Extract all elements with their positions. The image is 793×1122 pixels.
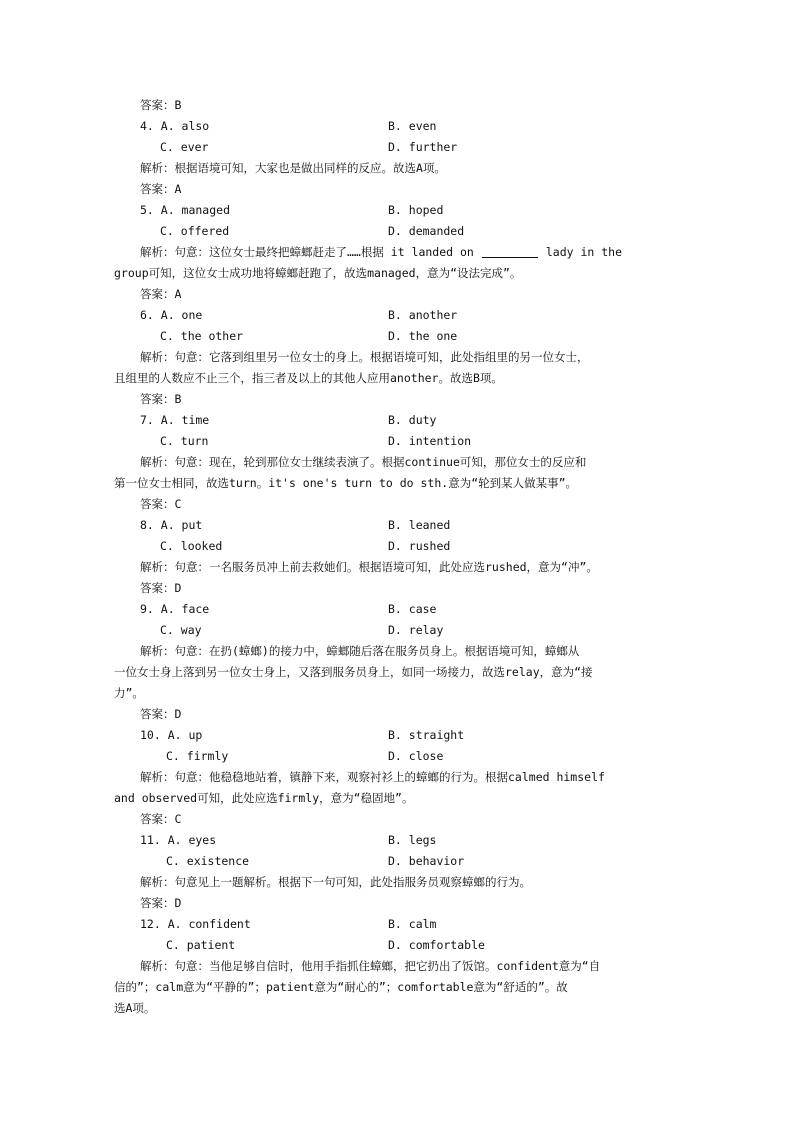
option-c: C. way [160, 623, 202, 637]
option-d: D. behavior [388, 854, 465, 868]
option-b: B. calm [388, 917, 437, 931]
answer-line: 答案：A [140, 182, 182, 196]
option-c: C. existence [166, 854, 250, 868]
option-c: C. looked [160, 539, 223, 553]
option-d: D. comfortable [388, 938, 485, 952]
option-b: B. straight [388, 728, 465, 742]
option-b: B. another [388, 308, 458, 322]
explanation-text: 解析：句意：这位女士最终把蟑螂赶走了……根据 it landed on [140, 245, 474, 259]
explanation-line: 解析：句意：现在，轮到那位女士继续表演了。根据continue可知，那位女士的反应和 [140, 455, 587, 469]
explanation-line [140, 242, 684, 263]
option-d: D. relay [388, 623, 444, 637]
option-d: D. demanded [388, 224, 465, 238]
options-row [114, 851, 684, 872]
option-c: C. turn [160, 434, 209, 448]
option-b: B. legs [388, 833, 437, 847]
options-row [114, 116, 684, 137]
blank-underline [482, 245, 538, 258]
option-a: 12. A. confident [140, 917, 251, 931]
option-b: B. case [388, 602, 437, 616]
options-row [114, 536, 684, 557]
option-b: B. hoped [388, 203, 444, 217]
option-b: B. leaned [388, 518, 451, 532]
options-row [114, 326, 684, 347]
explanation-line: 且组里的人数应不止三个，指三者及以上的其他人应用another。故选B项。 [114, 371, 503, 385]
option-a: 6. A. one [140, 308, 203, 322]
option-a: 9. A. face [140, 602, 210, 616]
option-c: C. the other [160, 329, 244, 343]
explanation-line: group可知，这位女士成功地将蟑螂赶跑了，故选managed，意为“设法完成”。 [114, 266, 522, 280]
answer-line: 答案：B [140, 392, 182, 406]
explanation-line: and observed可知，此处应选firmly，意为“稳固地”。 [114, 791, 414, 805]
option-d: D. intention [388, 434, 472, 448]
option-c: C. firmly [166, 749, 229, 763]
option-d: D. the one [388, 329, 458, 343]
explanation-line: 一位女士身上落到另一位女士身上，又落到服务员身上，如同一场接力，故选relay，意为“接 [114, 665, 593, 679]
option-b: B. duty [388, 413, 437, 427]
options-row [114, 620, 684, 641]
option-d: D. rushed [388, 539, 451, 553]
options-row [114, 830, 684, 851]
options-row [114, 221, 684, 242]
options-row [114, 431, 684, 452]
explanation-line: 选A项。 [114, 1001, 156, 1015]
options-row [114, 410, 684, 431]
options-row [114, 305, 684, 326]
option-a: 10. A. up [140, 728, 203, 742]
options-row [114, 746, 684, 767]
explanation-line: 解析：句意：当他足够自信时，他用手指抓住蟑螂，把它扔出了饭馆。confident意为“自 [140, 959, 601, 973]
option-a: 7. A. time [140, 413, 210, 427]
option-a: 8. A. put [140, 518, 203, 532]
options-row [114, 200, 684, 221]
answer-line: 答案：A [140, 287, 182, 301]
explanation-line: 解析：句意：一名服务员冲上前去救她们。根据语境可知，此处应选rushed，意为“冲”。 [140, 560, 598, 574]
option-b: B. even [388, 119, 437, 133]
explanation-line: 力”。 [114, 686, 144, 700]
explanation-line: 解析：根据语境可知，大家也是做出同样的反应。故选A项。 [140, 161, 446, 175]
explanation-line: 解析：句意：在扔(蟑螂)的接力中，蟑螂随后落在服务员身上。根据语境可知，蟑螂从 [140, 644, 580, 658]
answer-line: 答案：C [140, 812, 182, 826]
explanation-line: 信的”；calm意为“平静的”；patient意为“耐心的”；comfortable意为“舒适的”。故 [114, 980, 568, 994]
option-a: 5. A. managed [140, 203, 231, 217]
option-d: D. close [388, 749, 444, 763]
options-row [114, 914, 684, 935]
answer-line: 答案：C [140, 497, 182, 511]
options-row [114, 515, 684, 536]
option-a: 4. A. also [140, 119, 210, 133]
options-row [114, 137, 684, 158]
option-a: 11. A. eyes [140, 833, 217, 847]
option-c: C. patient [166, 938, 236, 952]
explanation-text: lady in the [545, 245, 623, 259]
answer-line: 答案：D [140, 707, 182, 721]
option-d: D. further [388, 140, 458, 154]
answer-line: 答案：D [140, 896, 182, 910]
options-row [114, 599, 684, 620]
explanation-line: 第一位女士相同，故选turn。it's one's turn to do sth.意为“轮到某人做某事”。 [114, 476, 578, 490]
options-row [114, 725, 684, 746]
explanation-line: 解析：句意：他稳稳地站着，镇静下来，观察衬衫上的蟑螂的行为。根据calmed himself [140, 770, 605, 784]
option-c: C. ever [160, 140, 209, 154]
explanation-line: 解析：句意见上一题解析。根据下一句可知，此处指服务员观察蟑螂的行为。 [140, 875, 531, 889]
options-row [114, 935, 684, 956]
answer-line: 答案：D [140, 581, 182, 595]
answer-line: 答案：B [140, 98, 182, 112]
option-c: C. offered [160, 224, 230, 238]
explanation-line: 解析：句意：它落到组里另一位女士的身上。根据语境可知，此处指组里的另一位女士， [140, 350, 589, 364]
